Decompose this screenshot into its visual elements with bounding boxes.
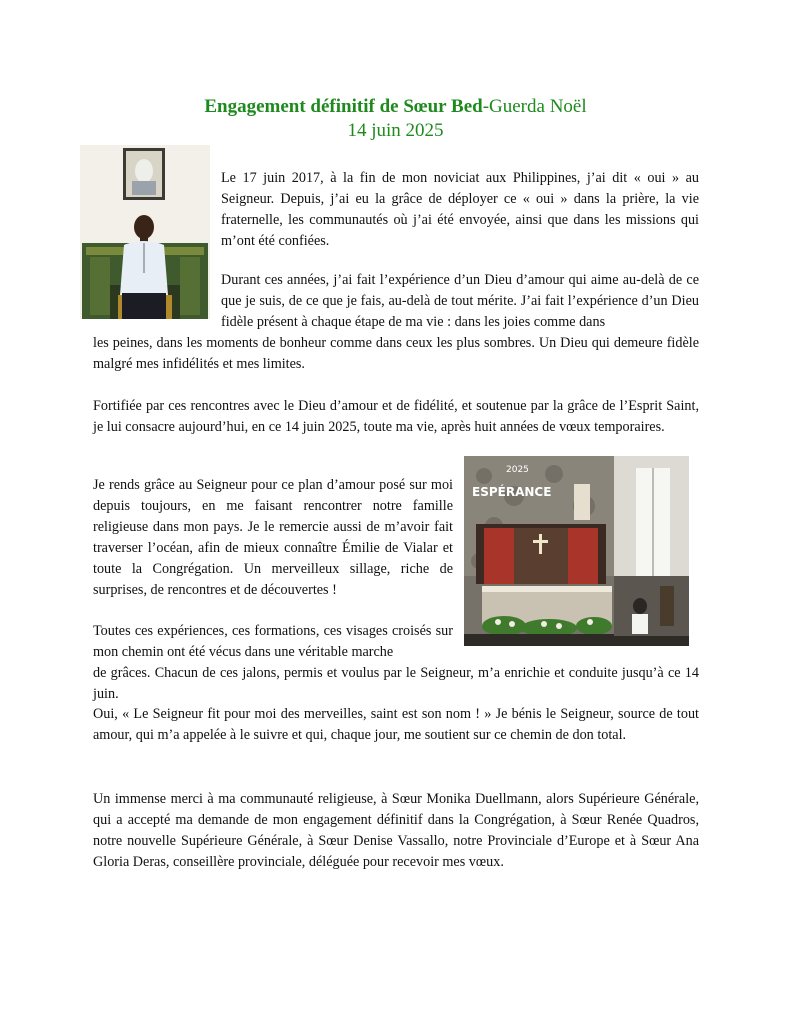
paragraph-5-part-2: de grâces. Chacun de ces jalons, permis et voulus par le Seigneur, m’a enrichie et conduite jusqu’à ce 14 juin. [93, 665, 699, 702]
chapel-photo [464, 456, 689, 646]
banner-year: 2025 [506, 465, 529, 475]
paragraph-5-part-1: Toutes ces expériences, ces formations, ces visages croisés sur mon chemin ont été vécus dans une véritable marche [93, 623, 453, 660]
document-title [0, 95, 791, 119]
title-name-rest: -Guerda Noël [482, 96, 587, 117]
paragraph-4: Je rends grâce au Seigneur pour ce plan d’amour posé sur moi depuis toujours, en me faisant rencontrer notre famille religieuse dans mon pays. Je le remercie aussi de m’avoir fait traverser l’océan, afin de mieux connaître Émilie de Vialar et toute la Congrégation. Un merveilleux sillage, riche de surprises, de rencontres et de découvertes ! [93, 477, 453, 598]
banner-word: ESPÉRANCE [472, 485, 552, 499]
paragraph-2-part-2: les peines, dans les moments de bonheur comme dans ceux les plus sombres. Un Dieu qui demeure fidèle malgré mes infidélités et mes limites. [93, 335, 699, 372]
paragraph-1: Le 17 juin 2017, à la fin de mon noviciat aux Philippines, j’ai dit « oui » au Seigneur. Depuis, j’ai eu la grâce de déployer ce « oui » dans la prière, la vie fraternelle, les communautés où j’ai été envoyée, ainsi que dans les missions qui m’ont été confiées. [221, 170, 699, 249]
paragraph-3: Fortifiée par ces rencontres avec le Dieu d’amour et de fidélité, et soutenue par la grâce de l’Esprit Saint, je lui consacre aujourd’hui, en ce 14 juin 2025, toute ma vie, après huit années de vœux temporaires. [93, 398, 699, 435]
document-date: 14 juin 2025 [347, 120, 444, 141]
paragraph-2-part-1: Durant ces années, j’ai fait l’expérience d’un Dieu d’amour qui aime au-delà de ce que je suis, de ce que je fais, au-delà de tout mérite. J’ai fait l’expérience d’un Dieu fidèle présent à chaque étape de ma vie : dans les joies comme dans [221, 272, 699, 330]
paragraph-6: Oui, « Le Seigneur fit pour moi des merveilles, saint est son nom ! » Je bénis le Seigneur, source de tout amour, qui m’a appelée à le suivre et qui, chaque jour, me soutient sur ce chemin de don total. [93, 706, 699, 743]
paragraph-7: Un immense merci à ma communauté religieuse, à Sœur Monika Duellmann, alors Supérieure Générale, qui a accepté ma demande de mon engagement définitif dans la Congrégation, à Sœur Renée Quadros, notre nouvelle Supérieure Générale, à Sœur Denise Vassallo, notre Provinciale d’Europe et à Sœur Ana Gloria Deras, conseillère provinciale, déléguée pour recevoir mes vœux. [93, 791, 699, 870]
portrait-photo [80, 145, 210, 319]
title-name: Engagement définitif de Sœur Bed [204, 96, 483, 117]
